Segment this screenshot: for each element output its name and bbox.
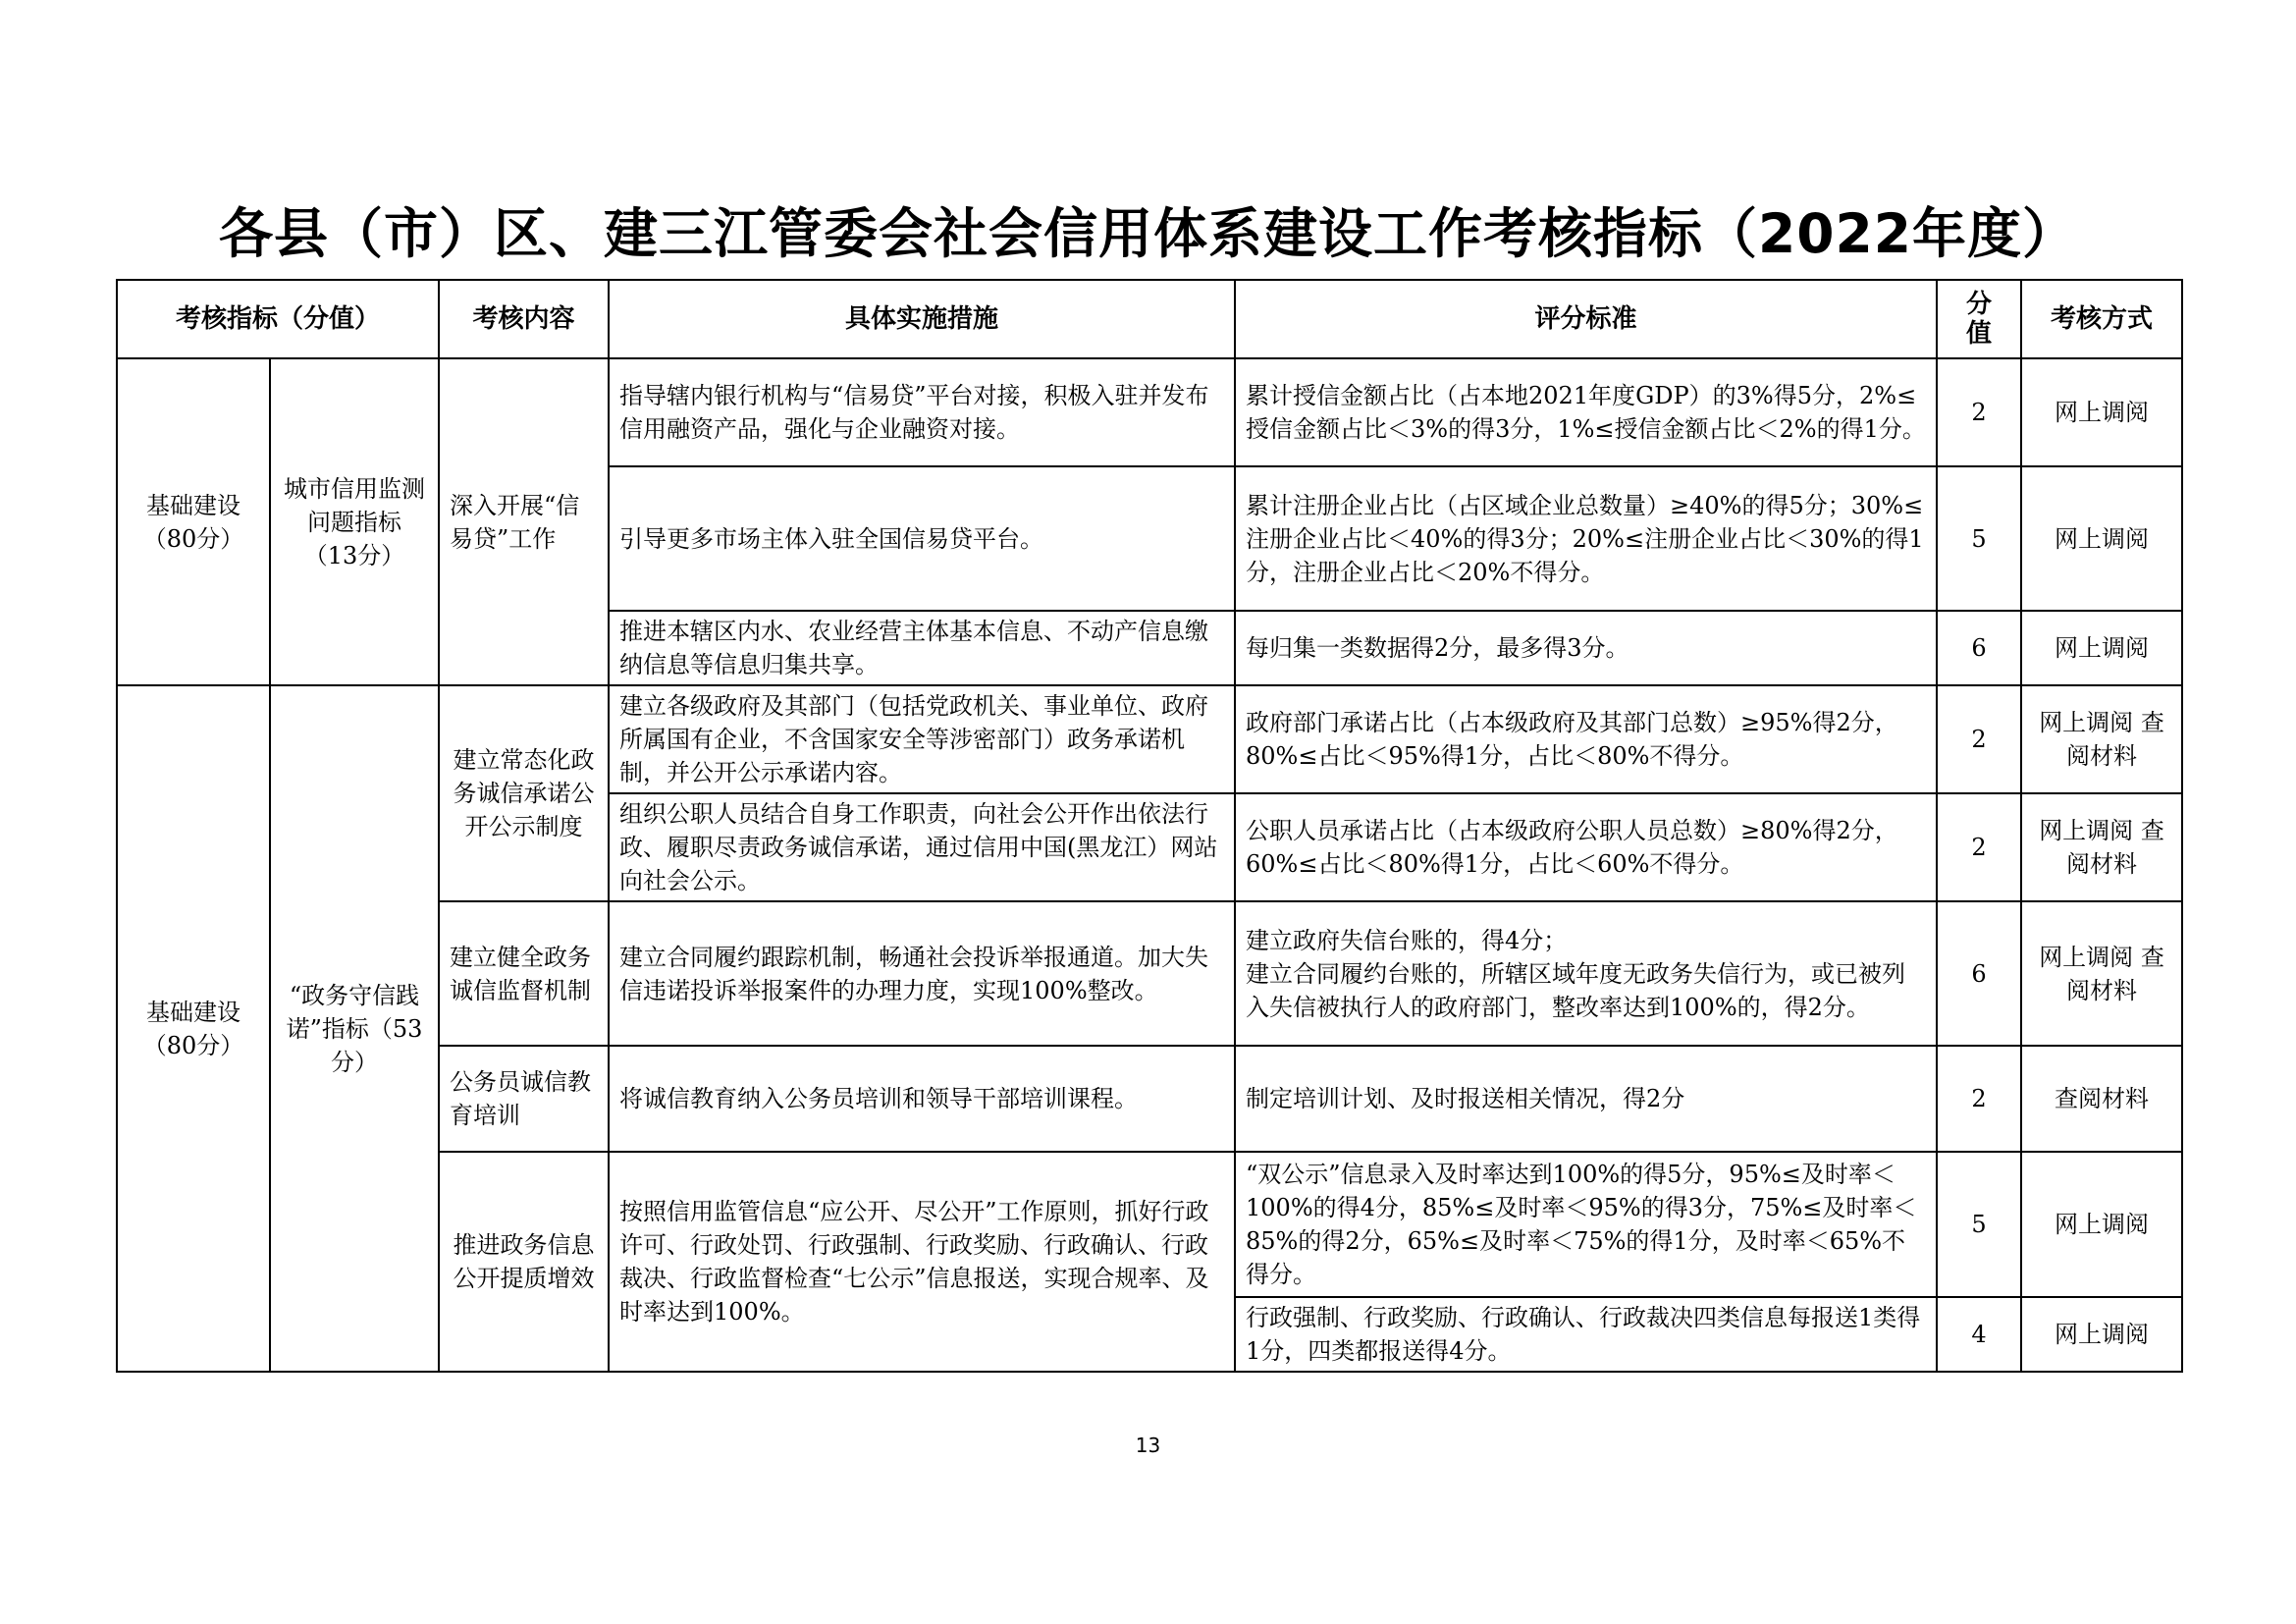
method-cell: 网上调阅 查阅材料 [2021,793,2182,901]
measure-cell: 引导更多市场主体入驻全国信易贷平台。 [609,466,1235,611]
standard-cell [1235,901,1937,1046]
standard-cell: 制定培训计划、及时报送相关情况，得2分 [1235,1046,1937,1152]
indicator-cell: 城市信用监测问题指标（13分） [270,358,439,685]
method-cell: 网上调阅 [2021,466,2182,611]
category-cell: 基础建设（80分） [117,685,270,1372]
score-cell: 6 [1937,901,2021,1046]
header-row [117,280,2182,358]
header-indicator: 考核指标（分值） [117,280,439,358]
content-cell: 公务员诚信教育培训 [439,1046,609,1152]
score-cell: 6 [1937,611,2021,685]
measure-cell: 建立合同履约跟踪机制，畅通社会投诉举报通道。加大失信违诺投诉举报案件的办理力度，实现100%整改。 [609,901,1235,1046]
score-cell: 5 [1937,1152,2021,1297]
standard-line: 建立合同履约台账的，所辖区域年度无政务失信行为，或已被列入失信被执行人的政府部门，整改率达到100%的，得2分。 [1246,959,1906,1021]
table-row [117,685,2182,793]
score-cell: 5 [1937,466,2021,611]
page-number: 13 [1135,1434,1161,1457]
score-cell: 2 [1937,685,2021,793]
header-method: 考核方式 [2021,280,2182,358]
measure-cell: 组织公职人员结合自身工作职责，向社会公开作出依法行政、履职尽责政务诚信承诺，通过信用中国(黑龙江）网站向社会公示。 [609,793,1235,901]
score-cell: 2 [1937,793,2021,901]
score-cell: 4 [1937,1297,2021,1372]
document-title: 各县（市）区、建三江管委会社会信用体系建设工作考核指标（2022年度） [218,202,2078,265]
score-cell: 2 [1937,358,2021,466]
score-cell: 2 [1937,1046,2021,1152]
measure-cell: 按照信用监管信息“应公开、尽公开”工作原则，抓好行政许可、行政处罚、行政强制、行政奖励、行政确认、行政裁决、行政监督检查“七公示”信息报送，实现合规率、及时率达到100%。 [609,1152,1235,1372]
table-row [117,358,2182,466]
measure-cell: 推进本辖区内水、农业经营主体基本信息、不动产信息缴纳信息等信息归集共享。 [609,611,1235,685]
measure-cell: 将诚信教育纳入公务员培训和领导干部培训课程。 [609,1046,1235,1152]
standard-cell: 累计授信金额占比（占本地2021年度GDP）的3%得5分，2%≤授信金额占比＜3%的得3分，1%≤授信金额占比＜2%的得1分。 [1235,358,1937,466]
standard-cell: 政府部门承诺占比（占本级政府及其部门总数）≥95%得2分，80%≤占比＜95%得1分，占比＜80%不得分。 [1235,685,1937,793]
header-content: 考核内容 [439,280,609,358]
method-cell: 网上调阅 查阅材料 [2021,685,2182,793]
header-measures: 具体实施措施 [609,280,1235,358]
method-cell: 网上调阅 查阅材料 [2021,901,2182,1046]
standard-cell: 公职人员承诺占比（占本级政府公职人员总数）≥80%得2分，60%≤占比＜80%得1分，占比＜60%不得分。 [1235,793,1937,901]
indicator-cell: “政务守信践诺”指标（53分） [270,685,439,1372]
standard-line: 建立政府失信台账的，得4分； [1246,926,1568,954]
category-cell: 基础建设（80分） [117,358,270,685]
method-cell: 网上调阅 [2021,358,2182,466]
standard-cell: “双公示”信息录入及时率达到100%的得5分，95%≤及时率＜100%的得4分，85%≤及时率＜95%的得3分，75%≤及时率＜85%的得2分，65%≤及时率＜75%的得1分，及时率＜65%不得分。 [1235,1152,1937,1297]
assessment-table [116,279,2183,1373]
header-standard: 评分标准 [1235,280,1937,358]
method-cell: 网上调阅 [2021,1297,2182,1372]
content-cell: 建立常态化政务诚信承诺公开公示制度 [439,685,609,901]
content-cell: 深入开展“信易贷”工作 [439,358,609,685]
standard-cell: 每归集一类数据得2分，最多得3分。 [1235,611,1937,685]
content-cell: 推进政务信息公开提质增效 [439,1152,609,1372]
content-cell: 建立健全政务诚信监督机制 [439,901,609,1046]
method-cell: 查阅材料 [2021,1046,2182,1152]
measure-cell: 建立各级政府及其部门（包括党政机关、事业单位、政府所属国有企业，不含国家安全等涉密部门）政务承诺机制，并公开公示承诺内容。 [609,685,1235,793]
header-score: 分值 [1937,280,2021,358]
method-cell: 网上调阅 [2021,1152,2182,1297]
method-cell: 网上调阅 [2021,611,2182,685]
standard-cell: 累计注册企业占比（占区域企业总数量）≥40%的得5分；30%≤注册企业占比＜40%的得3分；20%≤注册企业占比＜30%的得1分，注册企业占比＜20%不得分。 [1235,466,1937,611]
standard-cell: 行政强制、行政奖励、行政确认、行政裁决四类信息每报送1类得1分，四类都报送得4分。 [1235,1297,1937,1372]
measure-cell: 指导辖内银行机构与“信易贷”平台对接，积极入驻并发布信用融资产品，强化与企业融资对接。 [609,358,1235,466]
